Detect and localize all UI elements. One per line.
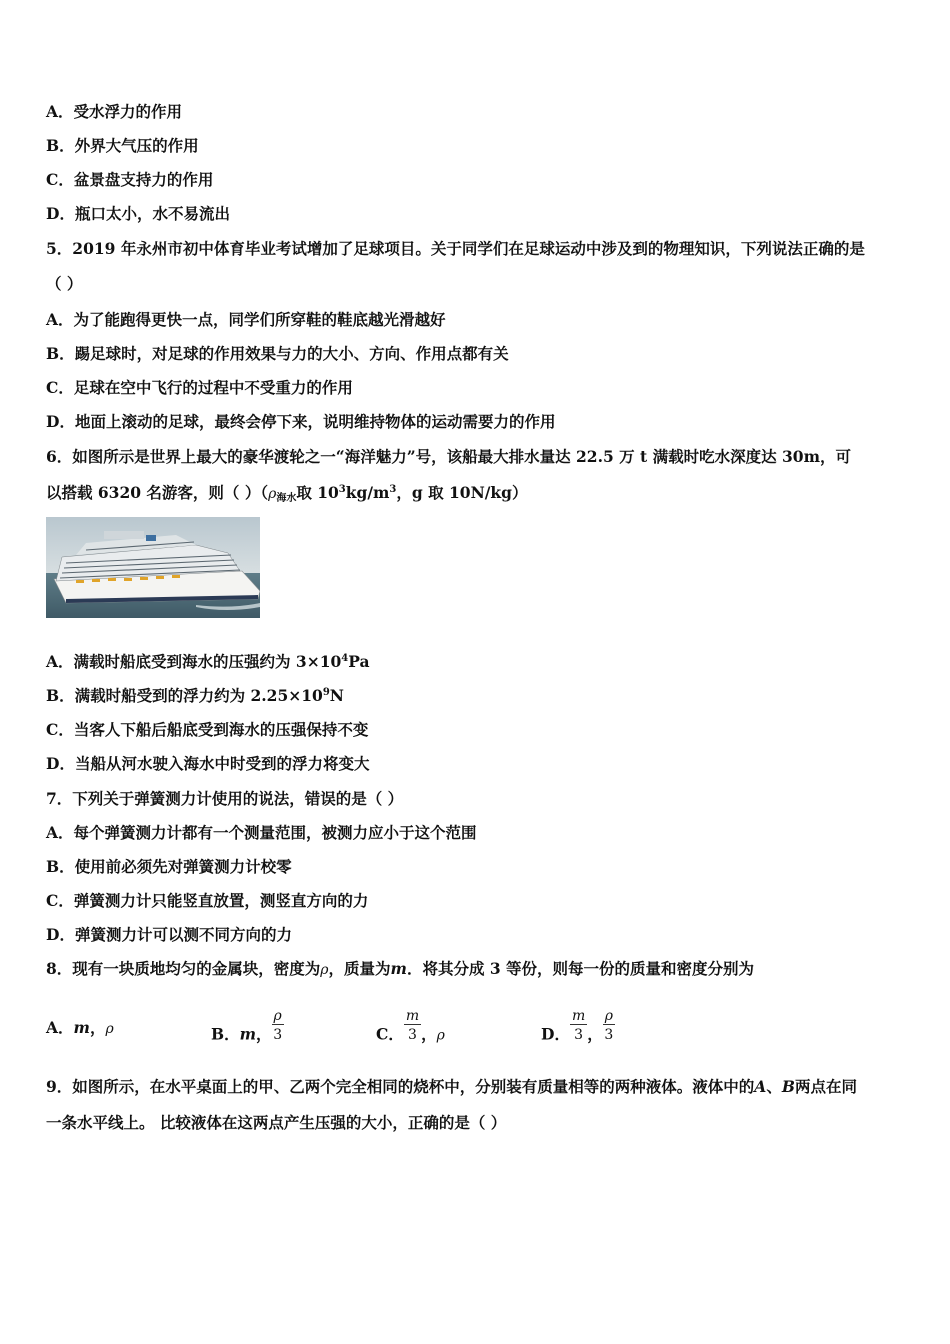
q8-stem-text-b: ，质量为	[328, 959, 391, 978]
comma: ，	[587, 1024, 603, 1044]
q7-option-b: B．使用前必须先对弹簧测力计校零	[46, 857, 292, 876]
exponent: 9	[322, 686, 330, 698]
denominator: 3	[408, 1027, 417, 1043]
q9-stem	[46, 1077, 908, 1097]
q6-option-b-text: B．满载时船受到的浮力约为 2.25×10	[46, 686, 323, 705]
q7-stem: 7．下列关于弹簧测力计使用的说法，错误的是（ ）	[46, 789, 404, 808]
q9-stem-line2: 一条水平线上。 比较液体在这两点产生压强的大小，正确的是（ ）	[46, 1113, 507, 1132]
numerator: ρ	[273, 1008, 282, 1024]
q6-option-a-text: A．满载时船底受到海水的压强约为 3×10	[46, 652, 342, 671]
numerator: ρ	[604, 1008, 613, 1024]
numerator: m	[405, 1008, 420, 1024]
fraction-rho-over-3	[272, 1008, 284, 1043]
q6-option-b	[46, 686, 908, 706]
q6-stem-text-d: ，g 取 10N/kg）	[396, 483, 528, 502]
q8-option-b	[211, 1008, 284, 1053]
cruise-ship-image	[46, 517, 260, 618]
comma: ，	[256, 1024, 272, 1044]
q4-option-c: C．盆景盘支持力的作用	[46, 170, 214, 189]
q6-stem-text-b: 取 10	[296, 483, 339, 502]
option-label: C．	[376, 1024, 404, 1044]
exponent: 3	[389, 483, 397, 495]
fraction-rho-over-3	[603, 1008, 615, 1043]
unit: Pa	[348, 652, 370, 671]
q8-option-a	[46, 1018, 114, 1039]
q7-option-c: C．弹簧测力计只能竖直放置，测竖直方向的力	[46, 891, 369, 910]
q6-stem-line2	[46, 483, 908, 504]
rho-symbol: ρ	[268, 486, 277, 502]
mass-symbol: m	[390, 959, 407, 978]
rho-subscript: 海水	[276, 493, 297, 504]
rho-symbol: ρ	[436, 1027, 445, 1044]
q4-option-d: D．瓶口太小，水不易流出	[46, 204, 230, 223]
q8-stem	[46, 959, 908, 980]
q9-stem-text-b: 两点在同	[794, 1077, 857, 1096]
q6-stem: 6．如图所示是世界上最大的豪华渡轮之一“海洋魅力”号，该船最大排水量达 22.5 万 t 满载时吃水深度达 30m，可	[46, 447, 851, 466]
option-label: D．	[541, 1024, 570, 1044]
q8-stem-text-a: 8．现有一块质地均匀的金属块，密度为	[46, 959, 321, 978]
q6-option-d: D．当船从河水驶入海水中时受到的浮力将变大	[46, 754, 370, 773]
q9-stem-text-a: 9．如图所示，在水平桌面上的甲、乙两个完全相同的烧杯中，分别装有质量相等的两种液体。液体中的	[46, 1077, 755, 1096]
exponent: 3	[338, 483, 346, 495]
separator: 、	[766, 1077, 782, 1096]
fraction-m-over-3	[404, 1008, 421, 1043]
q5-option-c: C．足球在空中飞行的过程中不受重力的作用	[46, 378, 353, 397]
q7-option-d: D．弹簧测力计可以测不同方向的力	[46, 925, 292, 944]
exponent: 4	[341, 652, 349, 664]
q6-option-c: C．当客人下船后船底受到海水的压强保持不变	[46, 720, 369, 739]
q4-option-a: A．受水浮力的作用	[46, 102, 183, 121]
q4-option-b: B．外界大气压的作用	[46, 136, 199, 155]
numerator: m	[571, 1008, 586, 1024]
point-b-label: B	[781, 1077, 795, 1096]
denominator: 3	[604, 1027, 614, 1043]
fraction-m-over-3	[570, 1008, 587, 1043]
q8-option-d	[541, 1008, 615, 1053]
rho-symbol: ρ	[105, 1021, 114, 1037]
q8-stem-text-c: ．将其分成 3 等份，则每一份的质量和密度分别为	[406, 959, 755, 978]
unit: N	[329, 686, 344, 705]
q5-option-a: A．为了能跑得更快一点，同学们所穿鞋的鞋底越光滑越好	[46, 310, 446, 329]
denominator: 3	[273, 1027, 283, 1043]
mass-symbol: m	[73, 1018, 90, 1037]
rho-symbol: ρ	[320, 962, 329, 978]
q6-stem-text-c: kg/m	[345, 483, 390, 502]
denominator: 3	[574, 1027, 584, 1043]
mass-symbol: m	[239, 1024, 257, 1044]
option-label: B．	[211, 1024, 240, 1044]
point-a-label: A	[754, 1077, 767, 1096]
q8-option-c	[376, 1008, 445, 1053]
q6-stem-text-a: 以搭载 6320 名游客，则（ ）（	[46, 483, 269, 502]
q5-stem: 5．2019 年永州市初中体育毕业考试增加了足球项目。关于同学们在足球运动中涉及到的物理知识，下列说法正确的是	[46, 239, 865, 258]
q6-option-a	[46, 652, 908, 672]
q5-stem-blank: （ ）	[46, 274, 83, 293]
comma: ，	[89, 1018, 106, 1037]
q5-option-b: B．踢足球时，对足球的作用效果与力的大小、方向、作用点都有关	[46, 344, 509, 363]
q5-option-d: D．地面上滚动的足球，最终会停下来，说明维持物体的运动需要力的作用	[46, 412, 556, 431]
comma: ，	[421, 1024, 437, 1044]
q7-option-a: A．每个弹簧测力计都有一个测量范围，被测力应小于这个范围	[46, 823, 477, 842]
option-label: A．	[46, 1018, 74, 1037]
